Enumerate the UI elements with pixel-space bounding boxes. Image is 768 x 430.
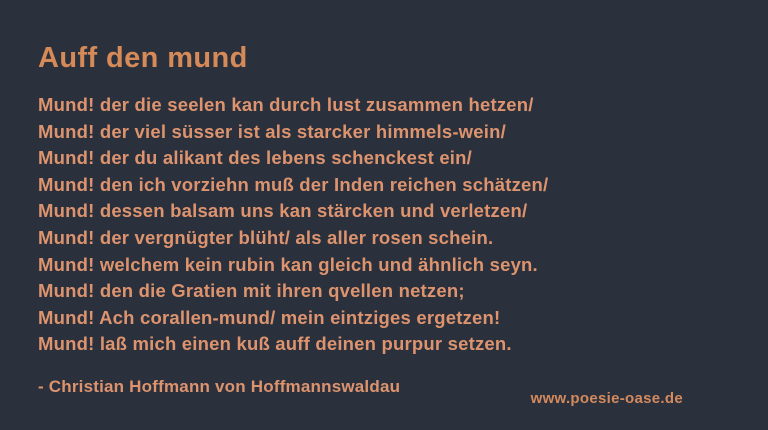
poem-attribution: - Christian Hoffmann von Hoffmannswaldau (38, 376, 401, 396)
poem-line: Mund! welchem kein rubin kan gleich und ähnlich seyn. (38, 253, 538, 275)
poem-line: Mund! der vergnügter blüht/ als aller rosen schein. (38, 226, 494, 248)
poem-line: Mund! laß mich einen kuß auff deinen purpur setzen. (38, 333, 512, 355)
page-title: Auff den mund (38, 42, 248, 74)
poem-line: Mund! dessen balsam uns kan stärcken und verletzen/ (38, 200, 528, 222)
poem-line: Mund! der die seelen kan durch lust zusammen hetzen/ (38, 94, 534, 115)
poem-line: Mund! der viel süsser ist als starcker himmels-wein/ (38, 120, 506, 142)
poem-line: Mund! Ach corallen-mund/ mein eintziges ergetzen! (38, 306, 501, 328)
poem-body (38, 92, 738, 358)
poem-line: Mund! den die Gratien mit ihren qvellen netzen; (38, 280, 465, 302)
poem-card (38, 42, 738, 397)
poem-line: Mund! der du alikant des lebens schenckest ein/ (38, 147, 472, 169)
website-url: www.poesie-oase.de (530, 390, 683, 407)
poem-line: Mund! den ich vorziehn muß der Inden reichen schätzen/ (38, 173, 549, 195)
